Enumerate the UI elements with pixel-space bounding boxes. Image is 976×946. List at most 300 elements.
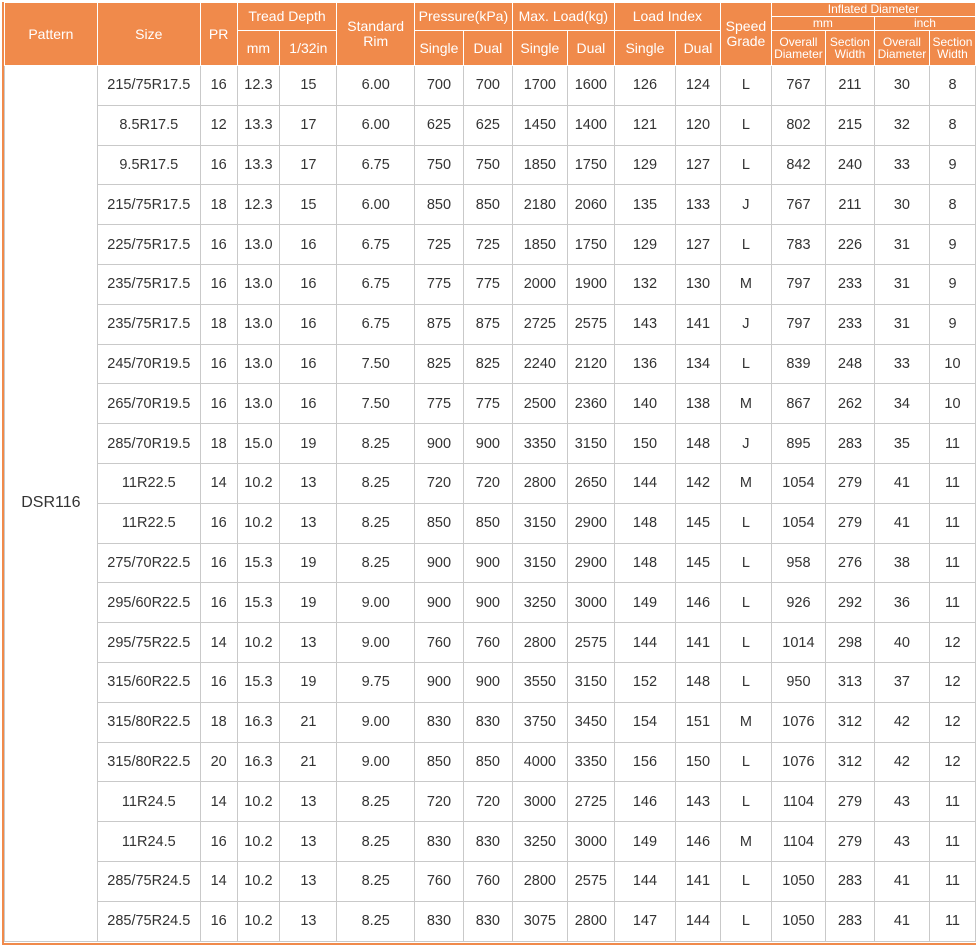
table-cell: 127	[676, 145, 721, 185]
table-cell: 2060	[567, 185, 614, 225]
table-cell: 926	[771, 583, 825, 623]
table-cell: 797	[771, 264, 825, 304]
header-index-single: Single	[614, 31, 675, 66]
table-cell: 34	[874, 384, 929, 424]
table-cell: 725	[463, 225, 512, 265]
header-pattern: Pattern	[5, 3, 98, 66]
table-cell: 8.25	[337, 901, 415, 941]
table-cell: 11	[929, 424, 975, 464]
table-row	[5, 264, 976, 304]
table-cell: 2800	[567, 901, 614, 941]
table-cell: 262	[825, 384, 874, 424]
table-cell: 285/75R24.5	[97, 901, 200, 941]
table-body	[5, 66, 976, 942]
table-cell: J	[720, 185, 771, 225]
table-cell: 15	[280, 185, 337, 225]
table-cell: 3150	[567, 662, 614, 702]
table-cell: 276	[825, 543, 874, 583]
table-cell: 9	[929, 304, 975, 344]
table-cell: 3150	[512, 503, 567, 543]
table-cell: 895	[771, 424, 825, 464]
table-cell: 11	[929, 901, 975, 941]
table-cell: J	[720, 304, 771, 344]
table-cell: 6.75	[337, 145, 415, 185]
table-cell: 1014	[771, 623, 825, 663]
table-cell: 149	[614, 583, 675, 623]
table-cell: 2575	[567, 861, 614, 901]
table-cell: 279	[825, 822, 874, 862]
table-row	[5, 185, 976, 225]
table-cell: 240	[825, 145, 874, 185]
table-cell: 141	[676, 304, 721, 344]
table-cell: 900	[414, 424, 463, 464]
table-cell: 2000	[512, 264, 567, 304]
table-cell: 875	[414, 304, 463, 344]
table-cell: 13	[280, 861, 337, 901]
table-cell: L	[720, 861, 771, 901]
table-cell: 875	[463, 304, 512, 344]
table-cell: 126	[614, 66, 675, 106]
table-row	[5, 503, 976, 543]
table-cell: 295/60R22.5	[97, 583, 200, 623]
table-cell: 226	[825, 225, 874, 265]
table-cell: 120	[676, 105, 721, 145]
table-cell: 11R24.5	[97, 782, 200, 822]
table-cell: 13.3	[237, 105, 280, 145]
table-cell: 900	[414, 662, 463, 702]
table-cell: 11	[929, 583, 975, 623]
table-cell: 2650	[567, 463, 614, 503]
table-cell: 10	[929, 344, 975, 384]
table-cell: 215/75R17.5	[97, 66, 200, 106]
table-cell: 3350	[567, 742, 614, 782]
table-cell: 30	[874, 185, 929, 225]
table-cell: 1104	[771, 782, 825, 822]
table-cell: 13.0	[237, 225, 280, 265]
table-cell: 13	[280, 623, 337, 663]
header-standard-rim: Standard Rim	[337, 3, 415, 66]
table-cell: 13.3	[237, 145, 280, 185]
table-cell: 850	[463, 742, 512, 782]
table-cell: 1054	[771, 503, 825, 543]
table-cell: 151	[676, 702, 721, 742]
table-cell: 825	[463, 344, 512, 384]
table-cell: 40	[874, 623, 929, 663]
table-cell: 958	[771, 543, 825, 583]
table-row	[5, 145, 976, 185]
table-cell: 830	[414, 822, 463, 862]
table-cell: L	[720, 344, 771, 384]
table-cell: 2575	[567, 623, 614, 663]
table-cell: 10	[929, 384, 975, 424]
table-cell: 13	[280, 463, 337, 503]
table-cell: 720	[414, 782, 463, 822]
table-cell: 802	[771, 105, 825, 145]
table-cell: 11	[929, 822, 975, 862]
table-cell: 1076	[771, 742, 825, 782]
table-cell: 839	[771, 344, 825, 384]
header-pr: PR	[200, 3, 237, 66]
table-cell: 3550	[512, 662, 567, 702]
table-cell: 6.75	[337, 264, 415, 304]
table-cell: 1900	[567, 264, 614, 304]
table-cell: 33	[874, 145, 929, 185]
table-cell: 10.2	[237, 822, 280, 862]
header-index-dual: Dual	[676, 31, 721, 66]
table-cell: L	[720, 503, 771, 543]
table-cell: 750	[414, 145, 463, 185]
table-cell: 1450	[512, 105, 567, 145]
table-cell: 767	[771, 66, 825, 106]
table-cell: 146	[614, 782, 675, 822]
table-cell: 725	[414, 225, 463, 265]
table-cell: 136	[614, 344, 675, 384]
table-cell: 279	[825, 503, 874, 543]
table-cell: L	[720, 662, 771, 702]
table-row	[5, 225, 976, 265]
header-section-width-mm: Section Width	[825, 31, 874, 66]
table-header	[5, 3, 976, 66]
table-cell: 8	[929, 66, 975, 106]
table-cell: 850	[414, 742, 463, 782]
table-cell: 760	[463, 861, 512, 901]
table-cell: 12	[200, 105, 237, 145]
table-cell: 148	[614, 543, 675, 583]
table-cell: 720	[414, 463, 463, 503]
inflated-unit-mm: mm	[772, 17, 875, 30]
table-cell: 2900	[567, 543, 614, 583]
table-cell: 31	[874, 225, 929, 265]
table-cell: 147	[614, 901, 675, 941]
table-cell: 313	[825, 662, 874, 702]
table-cell: 11R24.5	[97, 822, 200, 862]
table-cell: 842	[771, 145, 825, 185]
table-cell: L	[720, 583, 771, 623]
table-cell: 6.75	[337, 225, 415, 265]
table-cell: 750	[463, 145, 512, 185]
table-cell: 760	[414, 623, 463, 663]
table-cell: 285/75R24.5	[97, 861, 200, 901]
table-cell: 16.3	[237, 702, 280, 742]
table-cell: 12	[929, 742, 975, 782]
table-cell: 10.2	[237, 503, 280, 543]
table-cell: 850	[414, 503, 463, 543]
table-cell: 760	[463, 623, 512, 663]
table-cell: 2800	[512, 463, 567, 503]
table-cell: 15.3	[237, 543, 280, 583]
table-cell: 31	[874, 264, 929, 304]
header-tread-depth: Tread Depth	[237, 3, 337, 31]
table-cell: 315/80R22.5	[97, 702, 200, 742]
table-row	[5, 742, 976, 782]
table-cell: 15.3	[237, 583, 280, 623]
table-row	[5, 583, 976, 623]
table-row	[5, 901, 976, 941]
header-max-load: Max. Load(kg)	[512, 3, 614, 31]
table-cell: 42	[874, 742, 929, 782]
header-inflated-diameter	[771, 3, 975, 31]
table-cell: 145	[676, 543, 721, 583]
table-cell: 140	[614, 384, 675, 424]
table-cell: 950	[771, 662, 825, 702]
table-cell: 18	[200, 702, 237, 742]
table-cell: 830	[414, 901, 463, 941]
table-cell: 8.5R17.5	[97, 105, 200, 145]
table-cell: 2180	[512, 185, 567, 225]
table-cell: 38	[874, 543, 929, 583]
table-cell: 3750	[512, 702, 567, 742]
table-cell: L	[720, 782, 771, 822]
table-cell: 775	[414, 384, 463, 424]
table-cell: 17	[280, 105, 337, 145]
table-cell: 10.2	[237, 901, 280, 941]
table-cell: 12.3	[237, 185, 280, 225]
table-cell: 830	[414, 702, 463, 742]
header-load-dual: Dual	[567, 31, 614, 66]
table-cell: 215	[825, 105, 874, 145]
table-cell: 3150	[567, 424, 614, 464]
table-cell: 625	[414, 105, 463, 145]
table-cell: 830	[463, 822, 512, 862]
table-cell: 146	[676, 822, 721, 862]
table-cell: 43	[874, 822, 929, 862]
table-cell: 43	[874, 782, 929, 822]
table-cell: 148	[676, 662, 721, 702]
header-speed-grade: Speed Grade	[720, 3, 771, 66]
table-cell: 133	[676, 185, 721, 225]
table-cell: 3000	[512, 782, 567, 822]
table-cell: 16	[200, 145, 237, 185]
table-cell: 141	[676, 861, 721, 901]
table-cell: 312	[825, 742, 874, 782]
table-cell: 10.2	[237, 782, 280, 822]
table-cell: 900	[463, 583, 512, 623]
table-row	[5, 662, 976, 702]
table-cell: 211	[825, 185, 874, 225]
table-cell: 8.25	[337, 463, 415, 503]
table-cell: 135	[614, 185, 675, 225]
table-cell: 830	[463, 901, 512, 941]
tire-spec-table	[4, 2, 976, 942]
table-cell: 315/60R22.5	[97, 662, 200, 702]
table-cell: 36	[874, 583, 929, 623]
table-row	[5, 384, 976, 424]
table-cell: 10.2	[237, 623, 280, 663]
table-cell: 16	[200, 662, 237, 702]
table-cell: M	[720, 384, 771, 424]
table-cell: 146	[676, 583, 721, 623]
table-cell: 148	[614, 503, 675, 543]
table-cell: 141	[676, 623, 721, 663]
table-row	[5, 782, 976, 822]
table-row	[5, 463, 976, 503]
table-cell: 292	[825, 583, 874, 623]
table-cell: 8.25	[337, 424, 415, 464]
table-cell: 900	[463, 543, 512, 583]
table-cell: 850	[463, 503, 512, 543]
table-cell: 6.00	[337, 185, 415, 225]
table-cell: 900	[414, 583, 463, 623]
table-cell: 21	[280, 742, 337, 782]
table-cell: 235/75R17.5	[97, 304, 200, 344]
table-cell: 132	[614, 264, 675, 304]
table-cell: 760	[414, 861, 463, 901]
table-cell: 144	[614, 861, 675, 901]
table-cell: 41	[874, 463, 929, 503]
table-cell: 211	[825, 66, 874, 106]
table-cell: 767	[771, 185, 825, 225]
table-cell: 720	[463, 782, 512, 822]
table-cell: 144	[614, 463, 675, 503]
table-cell: 850	[414, 185, 463, 225]
table-cell: 13.0	[237, 304, 280, 344]
table-cell: 279	[825, 463, 874, 503]
table-cell: 900	[463, 424, 512, 464]
table-cell: 7.50	[337, 344, 415, 384]
table-cell: 148	[676, 424, 721, 464]
table-cell: 16	[200, 66, 237, 106]
table-cell: 6.75	[337, 304, 415, 344]
table-cell: 13.0	[237, 384, 280, 424]
table-cell: 13	[280, 822, 337, 862]
table-cell: 3350	[512, 424, 567, 464]
table-cell: 1050	[771, 901, 825, 941]
table-cell: 11	[929, 782, 975, 822]
table-cell: L	[720, 543, 771, 583]
table-cell: L	[720, 623, 771, 663]
table-cell: 2800	[512, 623, 567, 663]
table-cell: 700	[463, 66, 512, 106]
table-cell: 18	[200, 185, 237, 225]
table-cell: 16	[200, 384, 237, 424]
table-cell: 3450	[567, 702, 614, 742]
table-row	[5, 304, 976, 344]
table-cell: 900	[414, 543, 463, 583]
table-cell: 16	[280, 225, 337, 265]
table-cell: 2725	[567, 782, 614, 822]
table-cell: 3000	[567, 583, 614, 623]
table-cell: M	[720, 822, 771, 862]
table-cell: 1076	[771, 702, 825, 742]
table-cell: 16	[200, 901, 237, 941]
table-cell: 9.5R17.5	[97, 145, 200, 185]
header-pressure-dual: Dual	[463, 31, 512, 66]
table-cell: 9	[929, 264, 975, 304]
table-cell: 1750	[567, 225, 614, 265]
table-cell: 16	[200, 264, 237, 304]
table-cell: 14	[200, 463, 237, 503]
table-cell: 700	[414, 66, 463, 106]
table-cell: 295/75R22.5	[97, 623, 200, 663]
table-cell: 225/75R17.5	[97, 225, 200, 265]
table-cell: 315/80R22.5	[97, 742, 200, 782]
table-cell: 4000	[512, 742, 567, 782]
table-cell: 11R22.5	[97, 503, 200, 543]
table-cell: 32	[874, 105, 929, 145]
table-cell: 16	[200, 225, 237, 265]
table-cell: 312	[825, 702, 874, 742]
table-cell: 825	[414, 344, 463, 384]
table-cell: 12	[929, 662, 975, 702]
header-overall-diameter-inch: Overall Diameter	[874, 31, 929, 66]
table-cell: 775	[463, 384, 512, 424]
table-cell: 1750	[567, 145, 614, 185]
table-cell: L	[720, 225, 771, 265]
table-cell: 15	[280, 66, 337, 106]
table-cell: M	[720, 264, 771, 304]
table-cell: 2725	[512, 304, 567, 344]
table-cell: 298	[825, 623, 874, 663]
table-cell: 156	[614, 742, 675, 782]
table-cell: 1850	[512, 225, 567, 265]
table-cell: 1400	[567, 105, 614, 145]
table-row	[5, 424, 976, 464]
table-cell: 143	[676, 782, 721, 822]
table-cell: 9.00	[337, 702, 415, 742]
table-cell: 152	[614, 662, 675, 702]
table-row	[5, 344, 976, 384]
inflated-diameter-label: Inflated Diameter	[772, 3, 975, 17]
table-cell: 30	[874, 66, 929, 106]
table-cell: 11	[929, 463, 975, 503]
table-cell: 275/70R22.5	[97, 543, 200, 583]
table-cell: 2575	[567, 304, 614, 344]
table-row	[5, 66, 976, 106]
table-cell: 16	[280, 264, 337, 304]
table-cell: 8.25	[337, 822, 415, 862]
table-cell: 265/70R19.5	[97, 384, 200, 424]
table-cell: 248	[825, 344, 874, 384]
table-row	[5, 543, 976, 583]
header-tread-32in: 1/32in	[280, 31, 337, 66]
table-cell: 130	[676, 264, 721, 304]
table-cell: 20	[200, 742, 237, 782]
table-cell: 150	[614, 424, 675, 464]
table-cell: 3000	[567, 822, 614, 862]
table-cell: 16.3	[237, 742, 280, 782]
table-cell: 42	[874, 702, 929, 742]
header-load-single: Single	[512, 31, 567, 66]
table-cell: 17	[280, 145, 337, 185]
table-cell: L	[720, 105, 771, 145]
table-cell: 7.50	[337, 384, 415, 424]
table-cell: 10.2	[237, 861, 280, 901]
table-cell: 142	[676, 463, 721, 503]
table-cell: 13.0	[237, 344, 280, 384]
table-cell: 12.3	[237, 66, 280, 106]
table-cell: 19	[280, 543, 337, 583]
table-cell: 797	[771, 304, 825, 344]
table-cell: 13	[280, 782, 337, 822]
table-cell: 18	[200, 304, 237, 344]
table-cell: 6.00	[337, 66, 415, 106]
table-cell: 830	[463, 702, 512, 742]
table-cell: 9.75	[337, 662, 415, 702]
table-cell: 16	[280, 384, 337, 424]
table-cell: 121	[614, 105, 675, 145]
table-cell: 775	[463, 264, 512, 304]
table-cell: 129	[614, 145, 675, 185]
header-load-index: Load Index	[614, 3, 720, 31]
table-cell: 19	[280, 583, 337, 623]
table-cell: 8.25	[337, 503, 415, 543]
table-cell: 2800	[512, 861, 567, 901]
table-cell: 9	[929, 145, 975, 185]
table-cell: 6.00	[337, 105, 415, 145]
table-cell: 9.00	[337, 583, 415, 623]
table-cell: 16	[200, 583, 237, 623]
table-cell: 11R22.5	[97, 463, 200, 503]
